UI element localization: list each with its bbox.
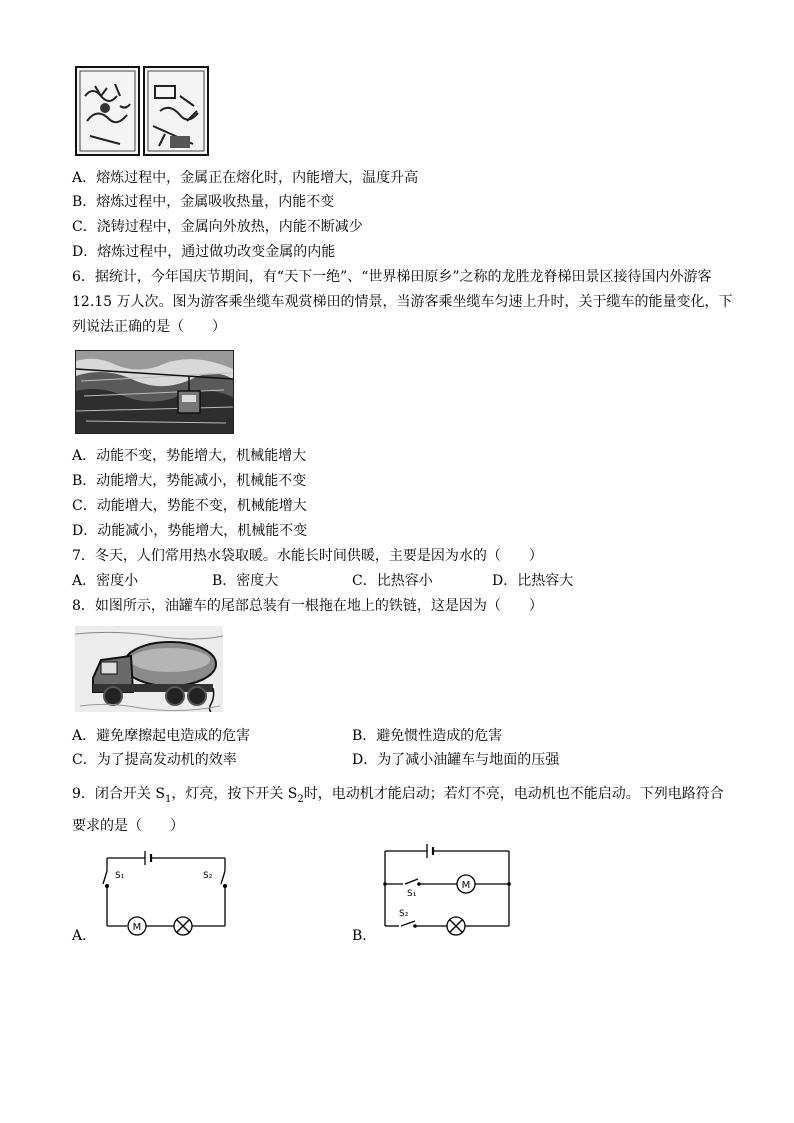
q9-circuit-b — [375, 842, 520, 938]
q6-stem-line-1: 6．据统计，今年国庆节期间，有“天下一绝”、“世界梯田原乡”之称的龙胜龙脊梯田景区接待国内外游客 — [72, 269, 712, 285]
q9-stem-a: 9．闭合开关 S — [72, 786, 165, 802]
q9-subscript-2: 2 — [297, 793, 304, 805]
q6-option-b: B．动能增大，势能减小，机械能不变 — [72, 473, 307, 489]
q7-option-d: D．比热容大 — [492, 573, 574, 589]
q9-subscript-1: 1 — [164, 793, 172, 805]
motor-b-label: M — [461, 880, 471, 891]
q7-option-c: C．比热容小 — [352, 573, 433, 589]
q9-stem-line-2: 要求的是（ ） — [72, 818, 184, 834]
switch-s2-label-b: S₂ — [399, 909, 409, 919]
q7-option-a: A．密度小 — [72, 573, 139, 589]
q5-illustration-drawing — [75, 66, 209, 156]
q5-option-d: D．熔炼过程中，通过做功改变金属的内能 — [72, 244, 336, 260]
motor-a-label: M — [132, 922, 142, 933]
q8-tanker-truck-photo — [75, 626, 223, 712]
q6-stem-line-2: 12.15 万人次。图为游客乘坐缆车观赏梯田的情景，当游客乘坐缆车匀速上升时，关于缆车的能量变化，下 — [72, 294, 733, 310]
q8-option-c: C．为了提高发动机的效率 — [72, 752, 237, 768]
switch-s1-label-b: S₁ — [407, 889, 417, 899]
q9-stem-c: 时，电动机才能启动；若灯不亮，电动机也不能启动。下列电路符合 — [303, 786, 724, 802]
switch-s1-blade — [103, 871, 107, 884]
q6-cable-car-drawing — [76, 351, 233, 433]
q8-stem: 8．如图所示，油罐车的尾部总装有一根拖在地上的铁链，这是因为（ ） — [72, 598, 543, 614]
q5-illustration — [75, 66, 209, 156]
q8-option-d: D．为了减小油罐车与地面的压强 — [352, 752, 560, 768]
q6-cable-car-photo — [75, 350, 234, 434]
q9-stem-b: ，灯亮，按下开关 S — [171, 786, 298, 802]
q7-option-b: B．密度大 — [212, 573, 279, 589]
q9-stem-line-1 — [72, 784, 724, 810]
q6-stem-line-3: 列说法正确的是（ ） — [72, 319, 226, 335]
q8-option-b: B．避免惯性造成的危害 — [352, 728, 503, 744]
switch-b-s1-blade — [405, 879, 418, 884]
q6-option-d: D．动能减小，势能增大，机械能不变 — [72, 523, 308, 539]
q5-option-c: C．浇铸过程中，金属向外放热，内能不断减少 — [72, 219, 363, 235]
q8-option-a: A．避免摩擦起电造成的危害 — [72, 728, 251, 744]
switch-b-s2-blade — [401, 921, 415, 926]
q5-option-a: A．熔炼过程中，金属正在熔化时，内能增大，温度升高 — [72, 170, 419, 186]
q8-tanker-truck-drawing — [75, 626, 223, 712]
q6-option-c: C．动能增大，势能不变，机械能增大 — [72, 498, 307, 514]
switch-s2-label-a: S₂ — [203, 871, 213, 881]
q9-option-a-label: A． — [72, 928, 97, 944]
switch-s1-label-a: S₁ — [115, 871, 125, 881]
q6-option-a: A．动能不变，势能增大，机械能增大 — [72, 448, 307, 464]
q9-option-b-label: B． — [352, 928, 377, 944]
q5-option-b: B．熔炼过程中，金属吸收热量，内能不变 — [72, 194, 335, 210]
switch-s2-blade — [221, 871, 225, 884]
q9-circuit-a — [95, 846, 240, 938]
q7-stem: 7．冬天，人们常用热水袋取暖。水能长时间供暖，主要是因为水的（ ） — [72, 548, 543, 564]
